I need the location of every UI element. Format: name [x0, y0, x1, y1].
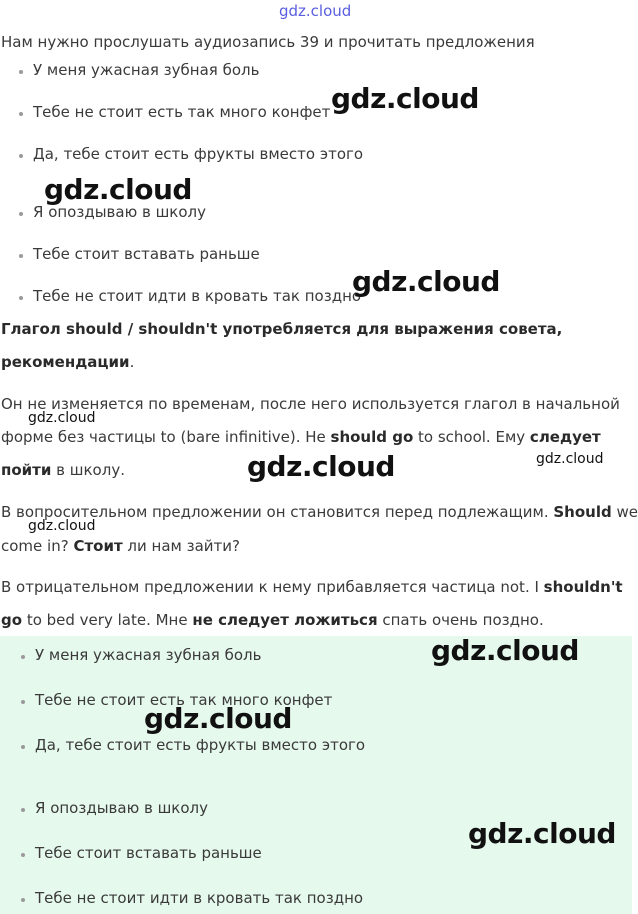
- bullet: [21, 808, 25, 812]
- list-item: Да, тебе стоит есть фрукты вместо этого: [33, 145, 364, 163]
- site-logo[interactable]: gdz.cloud: [279, 2, 352, 20]
- paragraph-line: форме без частицы to (bare infinitive). Не should go to school. Ему следует: [1, 428, 601, 446]
- intro-text: Нам нужно прослушать аудиозапись 39 и прочитать предложения: [1, 33, 535, 51]
- list-item: Тебе не стоит идти в кровать так поздно: [33, 287, 362, 305]
- bullet: [21, 853, 25, 857]
- watermark: gdz.cloud: [44, 173, 192, 206]
- watermark: gdz.cloud: [331, 82, 479, 115]
- bullet: [21, 700, 25, 704]
- watermark: gdz.cloud: [352, 265, 500, 298]
- rule-line: Глагол should / shouldn't употребляется для выражения совета,: [1, 320, 563, 338]
- bullet: [19, 296, 23, 300]
- rule-line: рекомендации.: [1, 353, 135, 371]
- paragraph-line: Он не изменяется по временам, после него используется глагол в начальной: [1, 395, 620, 413]
- bullet: [21, 898, 25, 902]
- paragraph-line: come in? Стоит ли нам зайти?: [1, 537, 240, 555]
- answer-item: Тебе стоит вставать раньше: [35, 844, 262, 862]
- bullet: [19, 254, 23, 258]
- watermark: gdz.cloud: [536, 451, 604, 467]
- bullet: [19, 70, 23, 74]
- paragraph-line: go to bed very late. Мне не следует ложиться спать очень поздно.: [1, 611, 544, 629]
- list-item: Тебе не стоит есть так много конфет: [33, 103, 331, 121]
- answer-item: Тебе не стоит идти в кровать так поздно: [35, 889, 364, 907]
- watermark: gdz.cloud: [431, 634, 579, 667]
- answer-item: У меня ужасная зубная боль: [35, 646, 262, 664]
- list-item: Тебе стоит вставать раньше: [33, 245, 260, 263]
- watermark: gdz.cloud: [247, 450, 395, 483]
- watermark: gdz.cloud: [144, 702, 292, 735]
- bullet: [21, 655, 25, 659]
- watermark: gdz.cloud: [28, 410, 96, 426]
- watermark: gdz.cloud: [28, 518, 96, 534]
- bullet: [19, 154, 23, 158]
- paragraph-line: пойти в школу.: [1, 461, 125, 479]
- list-item: У меня ужасная зубная боль: [33, 61, 260, 79]
- paragraph-line: В отрицательном предложении к нему прибавляется частица not. I shouldn't: [1, 578, 623, 596]
- bullet: [21, 745, 25, 749]
- answer-item: Тебе не стоит есть так много конфет: [35, 691, 333, 709]
- answer-box: [0, 636, 632, 914]
- answer-item: Я опоздываю в школу: [35, 799, 209, 817]
- bullet: [19, 112, 23, 116]
- paragraph-line: В вопросительном предложении он становится перед подлежащим. Should we: [1, 503, 638, 521]
- answer-item: Да, тебе стоит есть фрукты вместо этого: [35, 736, 366, 754]
- bullet: [19, 212, 23, 216]
- list-item: Я опоздываю в школу: [33, 203, 207, 221]
- watermark: gdz.cloud: [468, 817, 616, 850]
